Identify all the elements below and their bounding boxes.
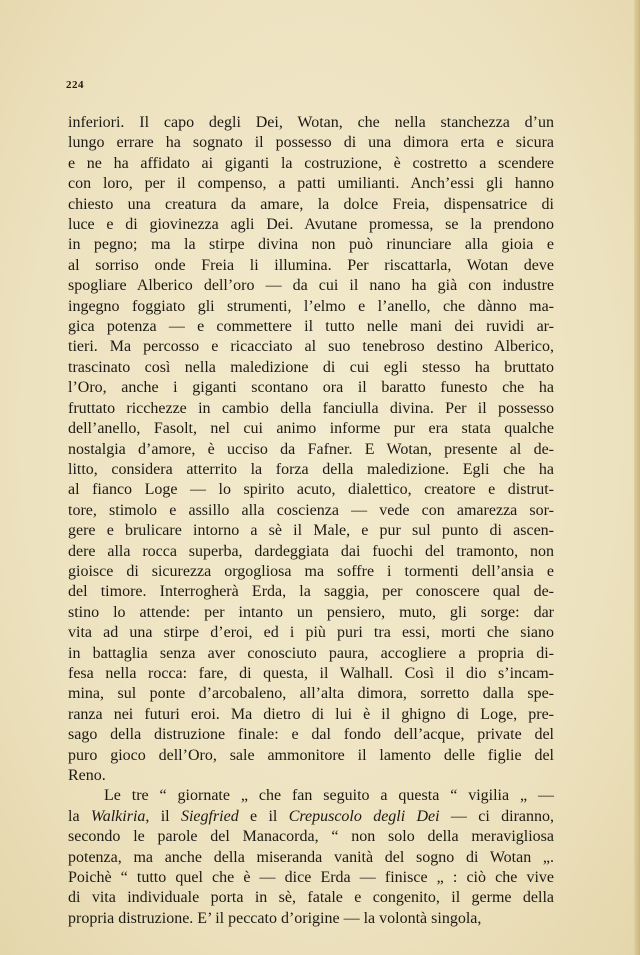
text-line: mina, sul ponte d’arcobaleno, all’alta dimora, sorretto dalla spe- bbox=[68, 685, 554, 703]
text-line: fesa nella rocca: fare, di questa, il Walhall. Così il dio s’incam- bbox=[68, 664, 554, 682]
text-line: e ne ha affidato ai giganti la costruzione, è costretto a scendere bbox=[68, 154, 554, 172]
text-line: lungo errare ha sognato il possesso di una dimora erta e sicura bbox=[68, 134, 554, 152]
text-line: trascinato così nella maledizione di cui egli stesso ha bruttato bbox=[68, 358, 554, 376]
page-edge bbox=[634, 0, 640, 955]
text-line: secondo le parole del Manacorda, “ non solo della meravigliosa bbox=[68, 828, 554, 846]
text-line: al fianco Loge — lo spirito acuto, dialettico, creatore e distrut- bbox=[68, 481, 554, 499]
text-line: l’Oro, anche i giganti scontano ora il baratto funesto che ha bbox=[68, 379, 554, 397]
text-line: propria distruzione. E’ il peccato d’origine — la volontà singola, bbox=[68, 909, 482, 927]
paragraph bbox=[68, 113, 554, 786]
text-line: la Walkiria, il Siegfried e il Crepuscolo degli Dei — ci diranno, bbox=[68, 807, 555, 825]
text-line: chiesto una creatura da amare, la dolce Freia, dispensatrice di bbox=[68, 195, 554, 213]
text-line: sago della distruzione finale: e dal fondo dell’acque, private del bbox=[68, 726, 554, 744]
body-text bbox=[68, 113, 554, 929]
text-line: in battaglia senza aver conosciuto paura, accogliere a propria di- bbox=[68, 644, 554, 662]
text-line: del timore. Interrogherà Erda, la saggia, per conoscere qual de- bbox=[68, 583, 554, 601]
text-line: ingegno foggiato gli strumenti, l’elmo e l’anello, che dànno ma- bbox=[68, 297, 554, 315]
text-line: in pegno; ma la stirpe divina non può rinunciare alla gioia e bbox=[68, 236, 554, 254]
text-line: puro gioco dell’Oro, sale ammonitore il lamento delle figlie del bbox=[68, 746, 554, 764]
text-line: tieri. Ma percosso e ricacciato al suo tenebroso destino Alberico, bbox=[68, 338, 554, 356]
text-line: luce e di giovinezza agli Dei. Avutane promessa, se la prendono bbox=[68, 216, 554, 234]
text-line: inferiori. Il capo degli Dei, Wotan, che nella stanchezza d’un bbox=[68, 114, 554, 131]
text-line: tore, stimolo e assillo alla coscienza — vede con amarezza sor- bbox=[68, 501, 554, 519]
text-line: gere e brulicare intorno a sè il Male, e pur sul punto di ascen- bbox=[68, 522, 554, 540]
text-line: potenza, ma anche della miseranda vanità del sogno di Wotan „. bbox=[68, 848, 554, 866]
text-line: di vita individuale porta in sè, fatale e congenito, il germe della bbox=[68, 889, 554, 907]
text-line: al sorriso onde Freia li illumina. Per riscattarla, Wotan deve bbox=[68, 256, 554, 274]
text-line: Le tre “ giornate „ che fan seguito a questa “ vigilia „ — bbox=[104, 787, 554, 805]
text-line: dell’anello, Fasolt, nel cui animo informe pur era stata qualche bbox=[68, 420, 554, 438]
text-line: gioisce di sicurezza orgogliosa ma soffre i tormenti dell’ansia e bbox=[68, 562, 554, 580]
text-line: Poichè “ tutto quel che è — dice Erda — finisce „ : ciò che vive bbox=[68, 869, 554, 887]
text-line: spogliare Alberico dell’oro — da cui il nano ha già con industre bbox=[68, 277, 554, 295]
text-line: litto, considera atterrito la forza della maledizione. Egli che ha bbox=[68, 460, 554, 478]
text-line: nostalgia d’amore, è ucciso da Fafner. E Wotan, presente al de- bbox=[68, 440, 554, 458]
text-line: ranza nei futuri eroi. Ma dietro di lui è il ghigno di Loge, pre- bbox=[68, 705, 554, 723]
text-line: gica potenza — e commettere il tutto nelle mani dei ruvidi ar- bbox=[68, 318, 554, 336]
text-line: Reno. bbox=[68, 767, 106, 784]
paragraph bbox=[68, 786, 554, 929]
text-line: vita ad una stirpe d’eroi, ed i più puri tra essi, morti che siano bbox=[68, 624, 554, 642]
text-line: con loro, per il compenso, a patti umilianti. Anch’essi gli hanno bbox=[68, 175, 554, 193]
text-line: stino lo attende: per intanto un pensiero, muto, gli sorge: dar bbox=[68, 603, 554, 621]
page-number: 224 bbox=[66, 79, 84, 91]
text-line: fruttato ricchezze in cambio della fanciulla divina. Per il possesso bbox=[68, 399, 554, 417]
text-line: dere alla rocca superba, dardeggiata dai fuochi del tramonto, non bbox=[68, 542, 554, 560]
